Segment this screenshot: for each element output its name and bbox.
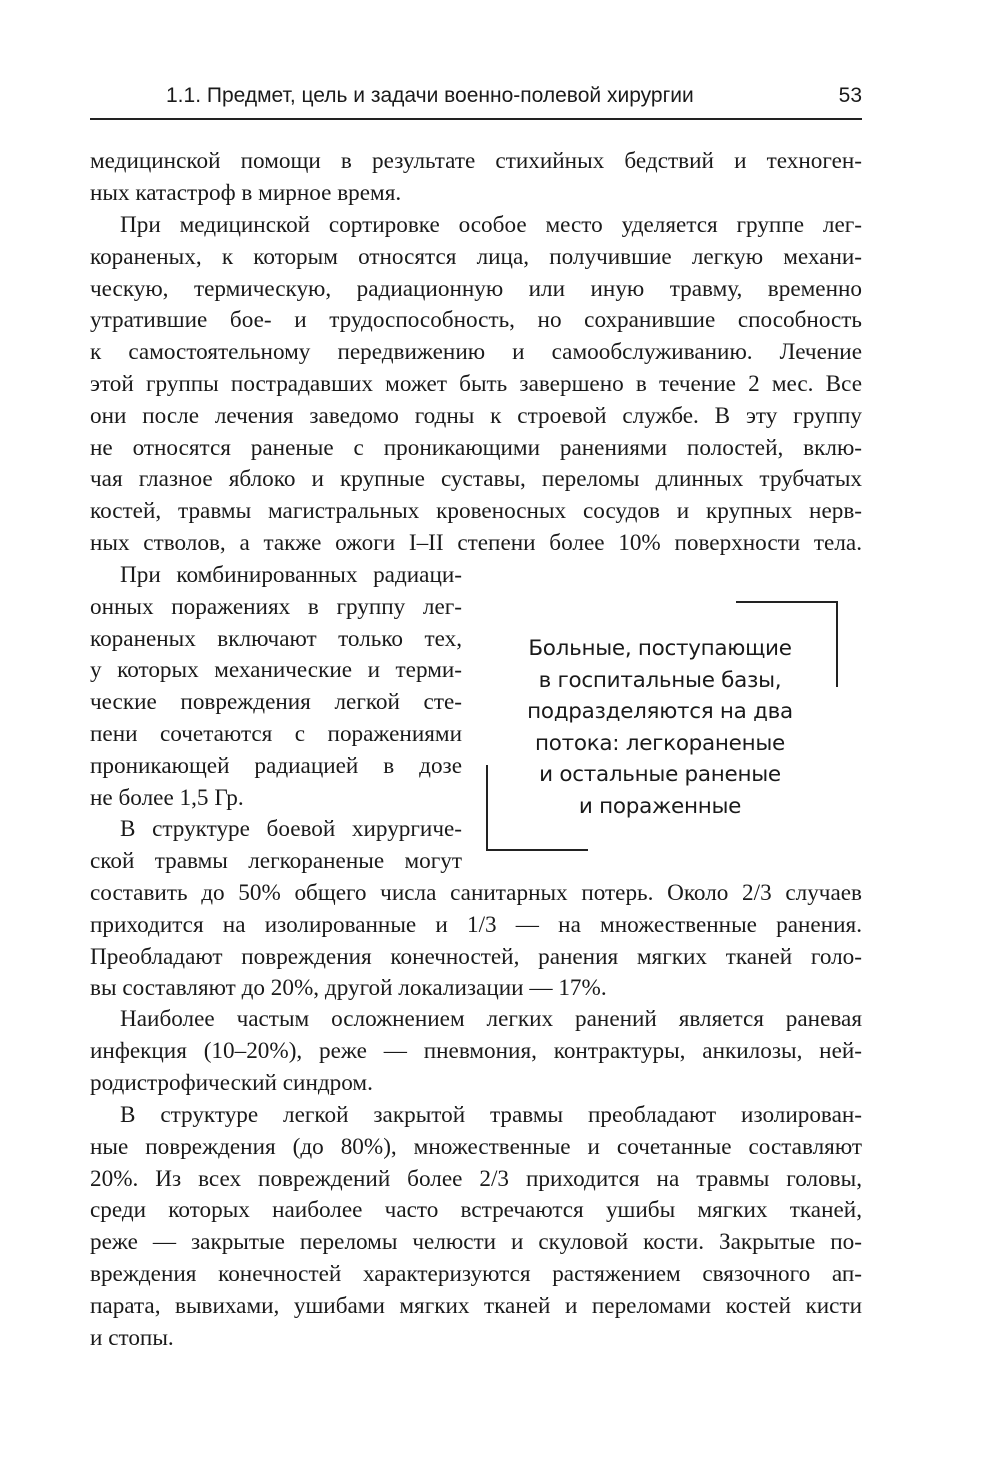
text-line: чая глазное яблоко и крупные суставы, переломы длинных трубчатых <box>90 466 862 493</box>
text-line: ской травмы легкораненые могут <box>90 847 462 874</box>
text-line: и стопы. <box>90 1324 174 1351</box>
text-line: онных поражениях в группу лег- <box>90 593 462 620</box>
paragraph-1 <box>90 146 862 210</box>
text-line: этой группы пострадавших может быть завершено в течение 2 мес. Все <box>90 370 862 397</box>
text-line: вреждения конечностей характеризуются растяжением связочного ап- <box>90 1260 862 1287</box>
text-line: не более 1,5 Гр. <box>90 784 244 811</box>
text-line: кораненых, к которым относятся лица, получившие легкую механи- <box>90 243 862 270</box>
text-line: реже — закрытые переломы челюсти и скуловой кости. Закрытые по- <box>90 1229 862 1256</box>
chapter-title: 1.1. Предмет, цель и задачи военно-полевой хирургии <box>166 84 694 107</box>
text-line: кораненых включают только тех, <box>90 625 462 652</box>
paragraph-4-narrow <box>90 814 462 878</box>
callout-line: и пораженные <box>578 793 742 819</box>
text-line: ных катастроф в мирное время. <box>90 179 402 206</box>
text-line: родистрофический синдром. <box>90 1069 373 1096</box>
callout-quote <box>510 633 810 822</box>
paragraph-6 <box>90 1100 862 1354</box>
callout-line: потока: легкораненые <box>535 730 785 756</box>
text-line: инфекция (10–20%), реже — пневмония, контрактуры, анкилозы, ней- <box>90 1037 862 1064</box>
callout-line: и остальные раненые <box>539 762 781 787</box>
text-line: ческие повреждения легкой сте- <box>90 689 462 716</box>
paragraph-4-full <box>90 878 862 1005</box>
text-line: приходится на изолированные и 1/3 — на множественные ранения. <box>90 911 862 938</box>
text-line: Наиболее частым осложнением легких ранений является раневая <box>120 1006 862 1032</box>
text-line: При медицинской сортировке особое место уделяется группе лег- <box>120 212 862 238</box>
text-line: вы составляют до 20%, другой локализации — 17%. <box>90 975 607 1002</box>
text-line: у которых механические и терми- <box>90 657 462 684</box>
text-line: пени сочетаются с поражениями <box>90 720 462 747</box>
text-line: медицинской помощи в результате стихийных бедствий и техноген- <box>90 148 862 174</box>
text-line: среди которых наиболее часто встречаются ушибы мягких тканей, <box>90 1197 862 1224</box>
text-line: составить до 50% общего числа санитарных потерь. Около 2/3 случаев <box>90 880 862 906</box>
text-line: В структуре легкой закрытой травмы преобладают изолирован- <box>120 1102 862 1128</box>
text-line: В структуре боевой хирургиче- <box>120 816 462 842</box>
text-line: не относятся раненые с проникающими ранениями полостей, вклю- <box>90 434 862 461</box>
page-number: 53 <box>838 84 862 107</box>
text-line: 20%. Из всех повреждений более 2/3 приходится на травмы головы, <box>90 1165 862 1192</box>
text-line: костей, травмы магистральных кровеносных сосудов и крупных нерв- <box>90 498 862 525</box>
text-line: ных стволов, а также ожоги I–II степени более 10% поверхности тела. <box>90 529 862 556</box>
callout-line: подразделяются на два <box>527 699 793 724</box>
text-line: они после лечения заведомо годны к строевой службе. В эту группу <box>90 402 862 429</box>
text-line: ческую, термическую, радиационную или иную травму, временно <box>90 275 862 302</box>
text-line: к самостоятельному передвижению и самообслуживанию. Лечение <box>90 339 862 366</box>
callout-line: в госпитальные базы, <box>538 667 782 693</box>
callout-line: Больные, поступающие <box>528 636 792 661</box>
text-line: Преобладают повреждения конечностей, ранения мягких тканей голо- <box>90 943 862 970</box>
text-line: утратившие бое- и трудоспособность, но сохранившие способность <box>90 307 862 334</box>
paragraph-3 <box>90 560 462 814</box>
text-line: парата, вывихами, ушибами мягких тканей и переломами костей кисти <box>90 1292 862 1319</box>
text-line: ные повреждения (до 80%), множественные и сочетанные составляют <box>90 1133 862 1160</box>
paragraph-2 <box>90 210 862 560</box>
text-line: проникающей радиацией в дозе <box>90 752 462 779</box>
paragraph-5 <box>90 1004 862 1099</box>
text-line: При комбинированных радиаци- <box>120 562 462 588</box>
running-header <box>90 78 862 120</box>
